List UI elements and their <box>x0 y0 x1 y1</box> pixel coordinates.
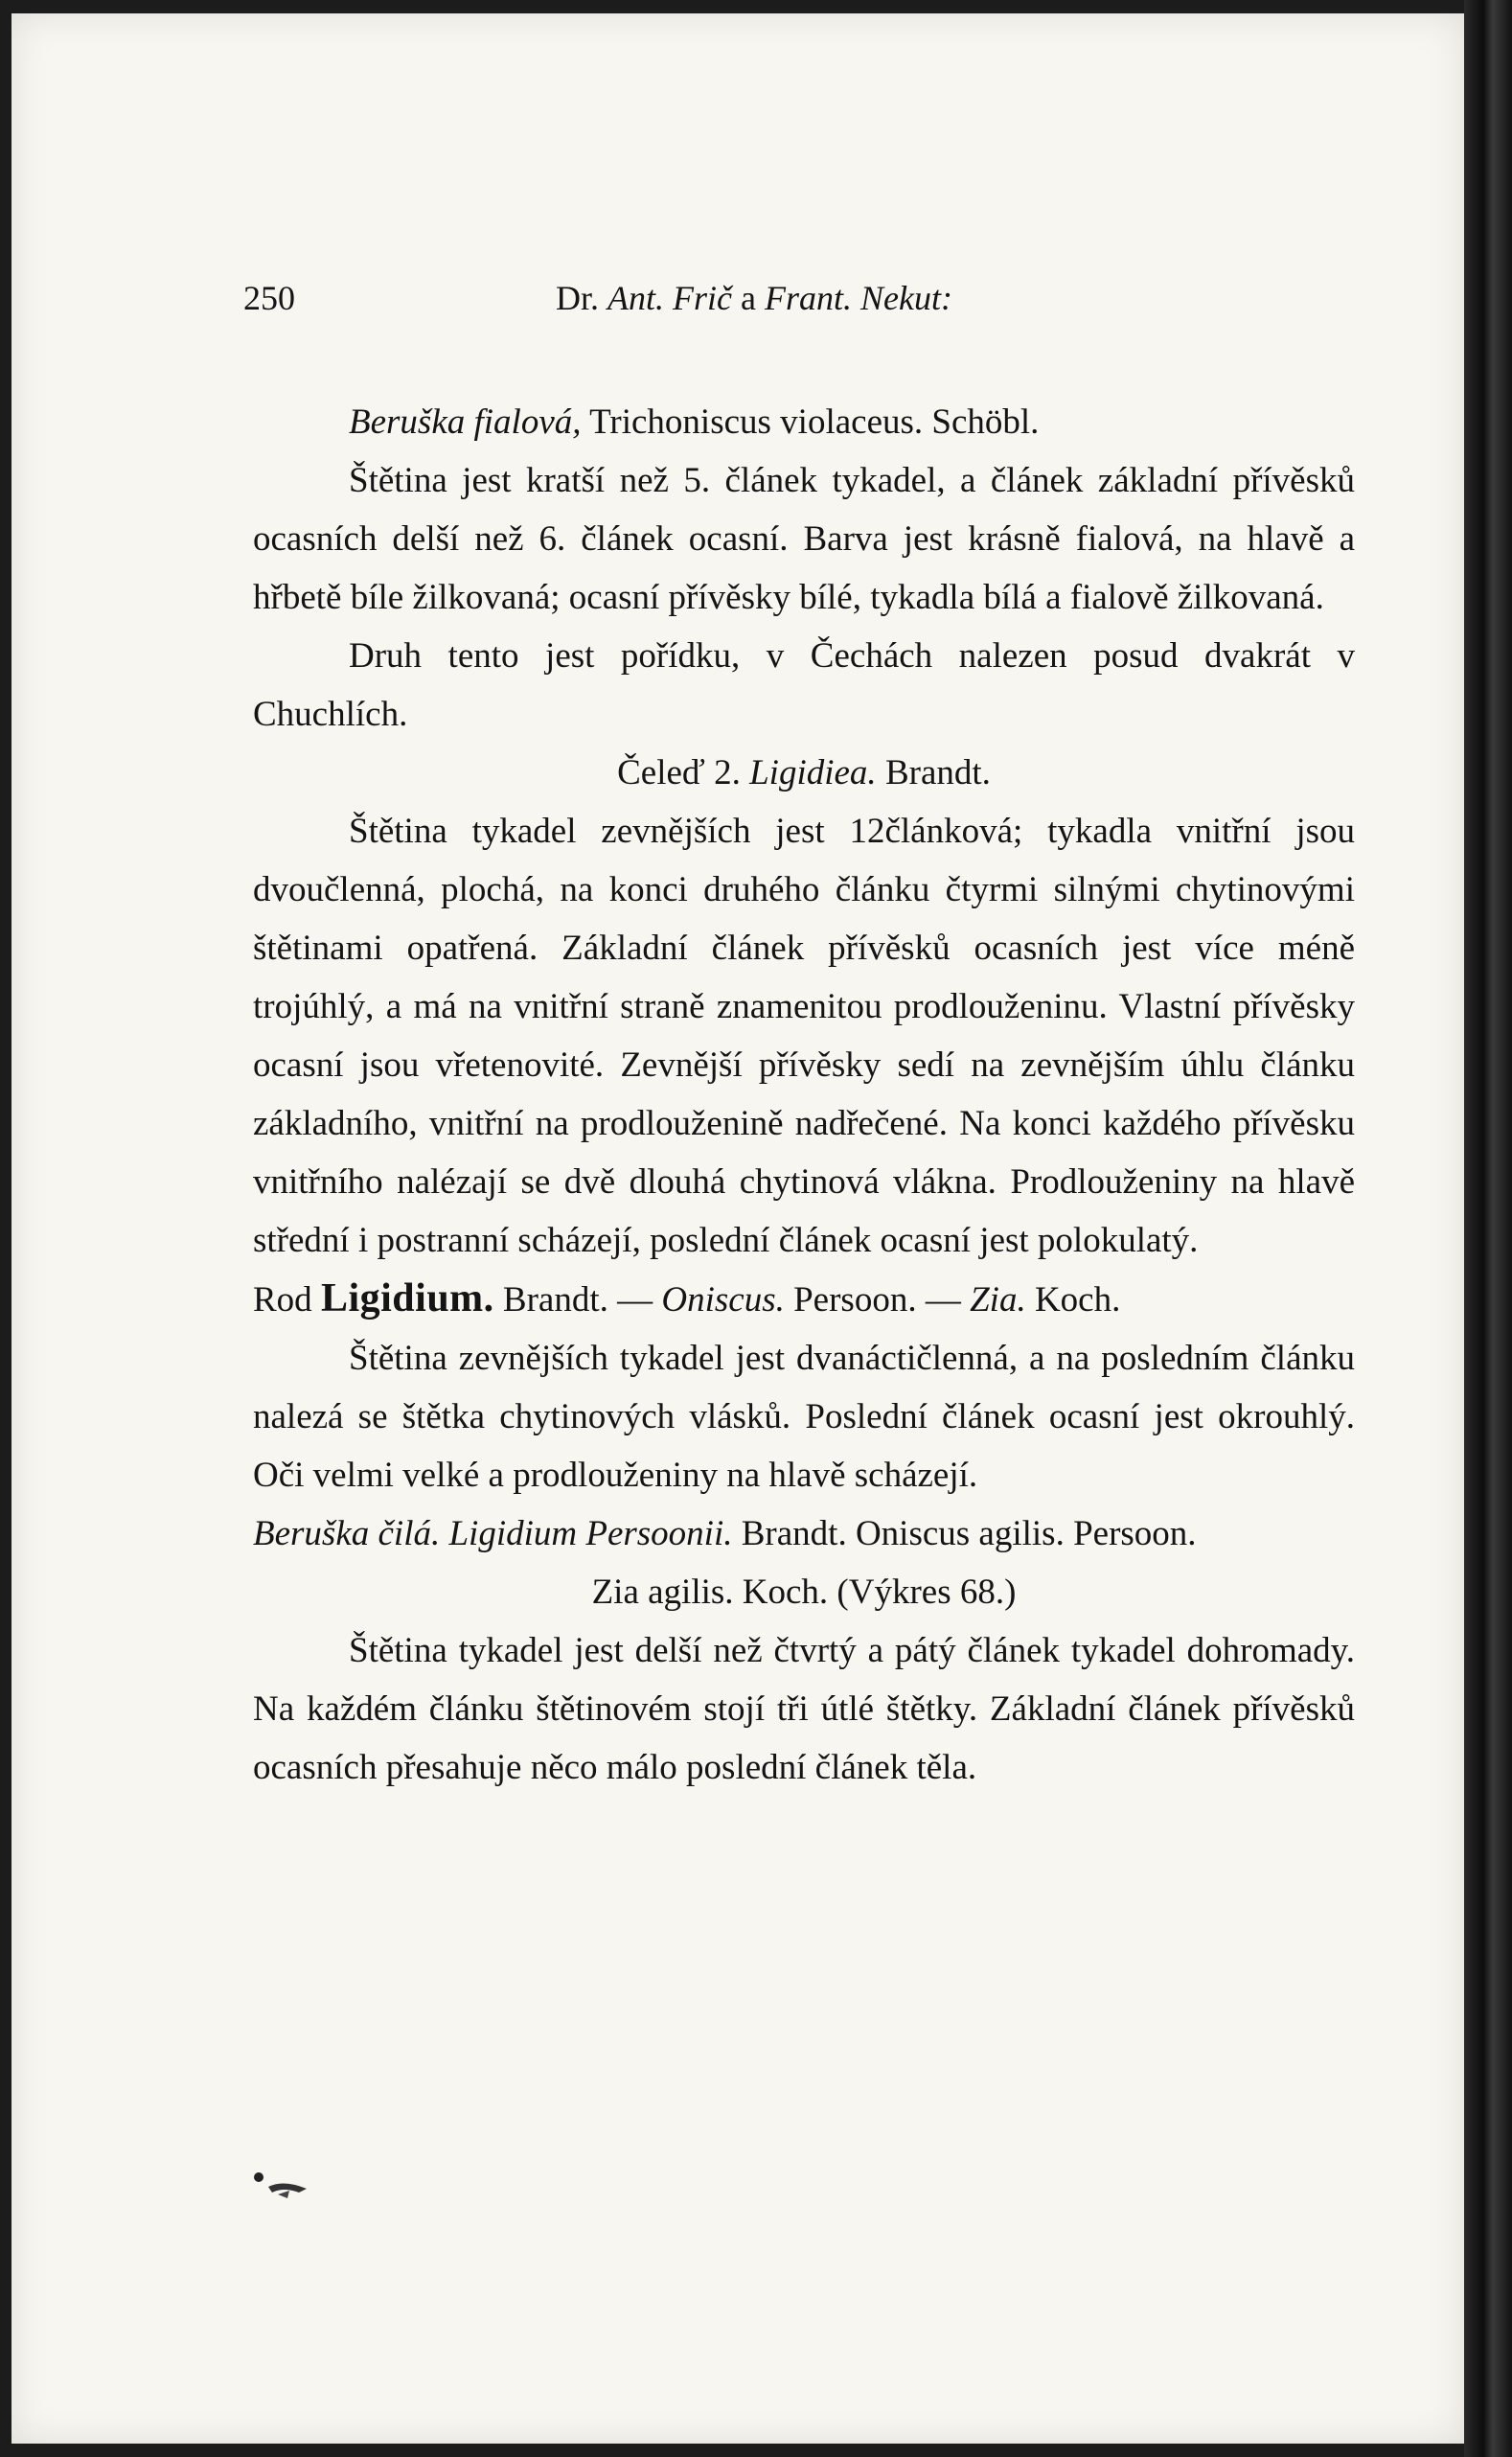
book-spine-edge <box>1464 0 1512 2457</box>
species-title-italic: Beruška fialová, <box>349 402 582 442</box>
authors-prefix: Dr. <box>556 279 607 317</box>
authors-conjunction: a <box>731 279 765 317</box>
paragraph-ligidium-description: Štětina zevnějších tykadel jest dvanáctičlenná, a na posledním článku nalezá se štětka chytinových vlásků. Poslední článek ocasní jest okrouhlý. Oči velmi velké a prodlouženiny na hlavě scházejí. <box>253 1339 1355 1495</box>
paragraph-ligidiea-description: Štětina tykadel zevnějších jest 12článková; tykadla vnitřní jsou dvoučlenná, plochá, na konci druhého článku čtyrmi silnými chytinovými štětinami opatřená. Základní článek přívěsků ocasních jest více méně trojúhlý, a má na vnitřní straně znamenitou prodlouženinu. Vlastní přívěsky ocasní jsou vřetenovité. Zevnější přívěsky sedí na zevnějším úhlu článku základního, vnitřní na prodlouženině nadřečené. Na konci každého přívěsku vnitřního nalézají se dvě dlouhá chytinová vlákna. Prodlouženiny na hlavě střední i postranní scházejí, poslední článek ocasní jest polokulatý. <box>253 812 1355 1260</box>
header-authors <box>556 278 952 318</box>
page-body <box>253 393 1355 1797</box>
author-one: Ant. Frič <box>607 279 732 317</box>
family-heading-post: Brandt. <box>876 753 991 792</box>
species-title-rest: Trichoniscus violaceus. Schöbl. <box>581 402 1040 442</box>
ink-blot-mark <box>251 2166 318 2204</box>
family-heading-pre: Čeleď 2. <box>617 753 750 792</box>
genus-oniscus: Oniscus. <box>661 1280 785 1320</box>
genus-koch: Koch. <box>1025 1280 1121 1320</box>
species-title-violaceus <box>253 393 1355 451</box>
family-heading-italic: Ligidiea. <box>749 753 877 792</box>
author-two: Frant. Nekut: <box>764 279 952 317</box>
page-number: 250 <box>243 279 295 317</box>
genus-name: Ligidium. <box>320 1276 494 1320</box>
running-header <box>243 278 1345 326</box>
species-persoonii-italic: Beruška čilá. Ligidium Persoonii. <box>253 1514 733 1553</box>
species-persoonii-rest: Brandt. Oniscus agilis. Persoon. <box>732 1514 1197 1553</box>
paragraph-violaceus-distribution: Druh tento jest pořídku, v Čechách nalezen posud dvakrát v Chuchlích. <box>253 636 1355 734</box>
family-heading-ligidiea <box>253 744 1355 802</box>
genus-zia: Zia. <box>970 1280 1026 1320</box>
paragraph-persoonii-description: Štětina tykadel jest delší než čtvrtý a pátý článek tykadel dohromady. Na každém článku štětinovém stojí tři útlé štětky. Základní článek přívěsků ocasních přesahuje něco málo poslední článek těla. <box>253 1631 1355 1787</box>
species-title-persoonii <box>253 1504 1355 1563</box>
genus-persoon: Persoon. — <box>784 1280 971 1320</box>
species-persoonii-line2: Zia agilis. Koch. (Výkres 68.) <box>591 1573 1017 1612</box>
genus-brandt: Brandt. — <box>493 1280 662 1320</box>
genus-heading-ligidium <box>253 1270 1355 1329</box>
genus-rod: Rod <box>253 1280 321 1320</box>
paragraph-violaceus-description: Štětina jest kratší než 5. článek tykadel, a článek základní přívěsků ocasních delší než 6. článek ocasní. Barva jest krásně fialová, na hlavě a hřbetě bíle žilkovaná; ocasní přívěsky bílé, tykadla bílá a fialově žilkovaná. <box>253 461 1355 617</box>
